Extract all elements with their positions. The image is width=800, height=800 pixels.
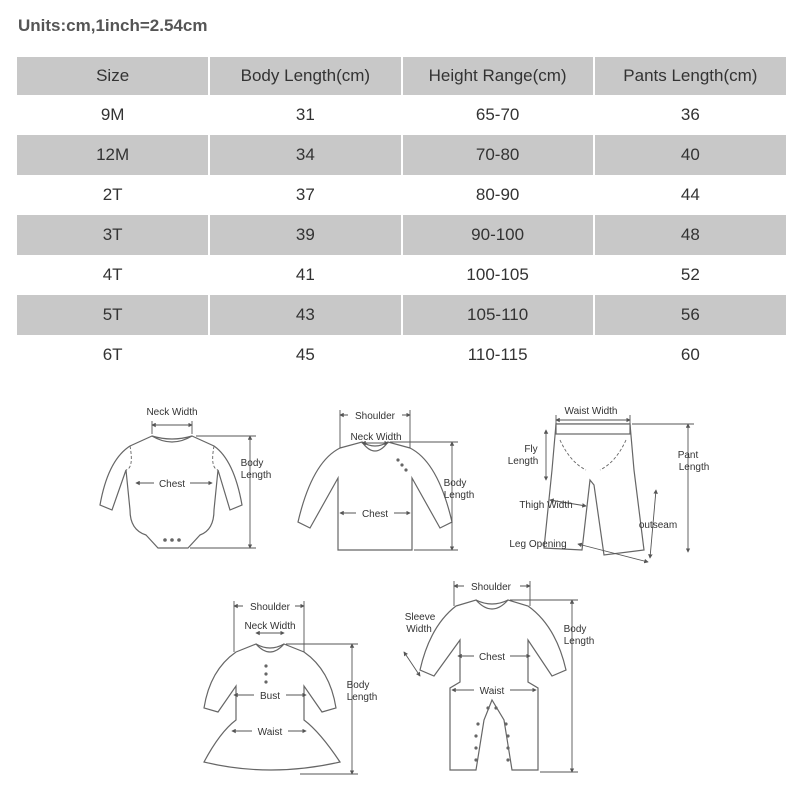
table-header-row [17,57,786,95]
cell-height-range: 105-110 [402,295,594,335]
label-bust: Bust [259,691,281,702]
tshirt-shape [298,442,452,550]
romper-diagram [404,580,594,772]
bodysuit-shape [100,436,242,548]
label-shoulder: Shoulder [354,411,396,422]
label-body-length-2: Length [443,490,475,501]
pants-diagram [508,406,710,562]
cell-size: 4T [17,255,209,295]
cell-height-range: 80-90 [402,175,594,215]
table-row [17,335,786,375]
pants-shape [544,424,644,555]
table-row [17,135,786,175]
cell-size: 3T [17,215,209,255]
units-note: Units:cm,1inch=2.54cm [18,16,208,35]
cell-pants-length: 44 [680,185,700,204]
header-body-length: Body Length(cm) [209,57,401,95]
cell-size: 2T [17,175,209,215]
label-sleeve-width-1: Sleeve [404,612,436,623]
label-body-length-1: Body [346,680,370,691]
cell-size: 5T [17,295,209,335]
label-neck-width: Neck Width [350,432,402,443]
label-chest: Chest [158,479,186,490]
label-waist: Waist [257,727,283,738]
cell-pants-length: 56 [680,305,700,324]
cell-height-range: 100-105 [402,255,594,295]
table-row [17,215,786,255]
cell-body-length: 43 [209,295,401,335]
header-height-range: Height Range(cm) [402,57,594,95]
tshirt-diagram [298,409,474,550]
label-pant-length-1: Pant [677,450,699,461]
cell-body-length: 41 [209,255,401,295]
label-shoulder: Shoulder [470,582,512,593]
measurement-diagrams [0,390,800,800]
label-chest: Chest [478,652,506,663]
cell-height-range: 90-100 [402,215,594,255]
header-size: Size [17,57,209,95]
cell-pants-length: 40 [680,145,700,164]
bodysuit-diagram [100,407,271,548]
label-shoulder: Shoulder [249,602,291,613]
label-fly-length-1: Fly [524,444,538,455]
label-leg-opening: Leg Opening [509,539,567,550]
dress-diagram [204,600,377,774]
label-fly-length-2: Length [507,456,539,467]
label-sleeve-width-2: Width [406,624,432,635]
label-pant-length-2: Length [678,462,710,473]
table-row [17,175,786,215]
cell-height-range: 70-80 [402,135,594,175]
label-body-length-1: Body [443,478,467,489]
cell-pants-length: 60 [680,345,700,364]
table-row [17,95,786,135]
label-body-length-2: Length [240,470,272,481]
label-neck-width: Neck Width [244,621,296,632]
cell-height-range: 110-115 [402,335,594,375]
cell-body-length: 39 [209,215,401,255]
table-row [17,295,786,335]
header-pants-length: Pants Length(cm) [594,57,786,95]
label-waist: Waist [479,686,505,697]
label-body-length-1: Body [563,624,587,635]
label-body-length-2: Length [346,692,378,703]
label-neck-width: Neck Width [146,407,198,418]
cell-pants-length: 52 [680,265,700,284]
label-outseam: outseam [638,520,678,531]
cell-size: 9M [17,95,209,135]
cell-body-length: 37 [209,175,401,215]
cell-body-length: 31 [209,95,401,135]
cell-pants-length: 36 [680,105,700,124]
cell-size: 6T [17,335,209,375]
label-body-length-2: Length [563,636,595,647]
cell-pants-length: 48 [680,225,700,244]
size-chart-table [17,57,786,375]
table-row [17,255,786,295]
cell-size: 12M [17,135,209,175]
label-body-length-1: Body [240,458,264,469]
cell-body-length: 34 [209,135,401,175]
label-waist-width: Waist Width [564,406,618,417]
label-thigh-width: Thigh Width [519,500,573,511]
dress-shape [204,644,340,770]
cell-height-range: 65-70 [402,95,594,135]
label-chest: Chest [361,509,389,520]
cell-body-length: 45 [209,335,401,375]
